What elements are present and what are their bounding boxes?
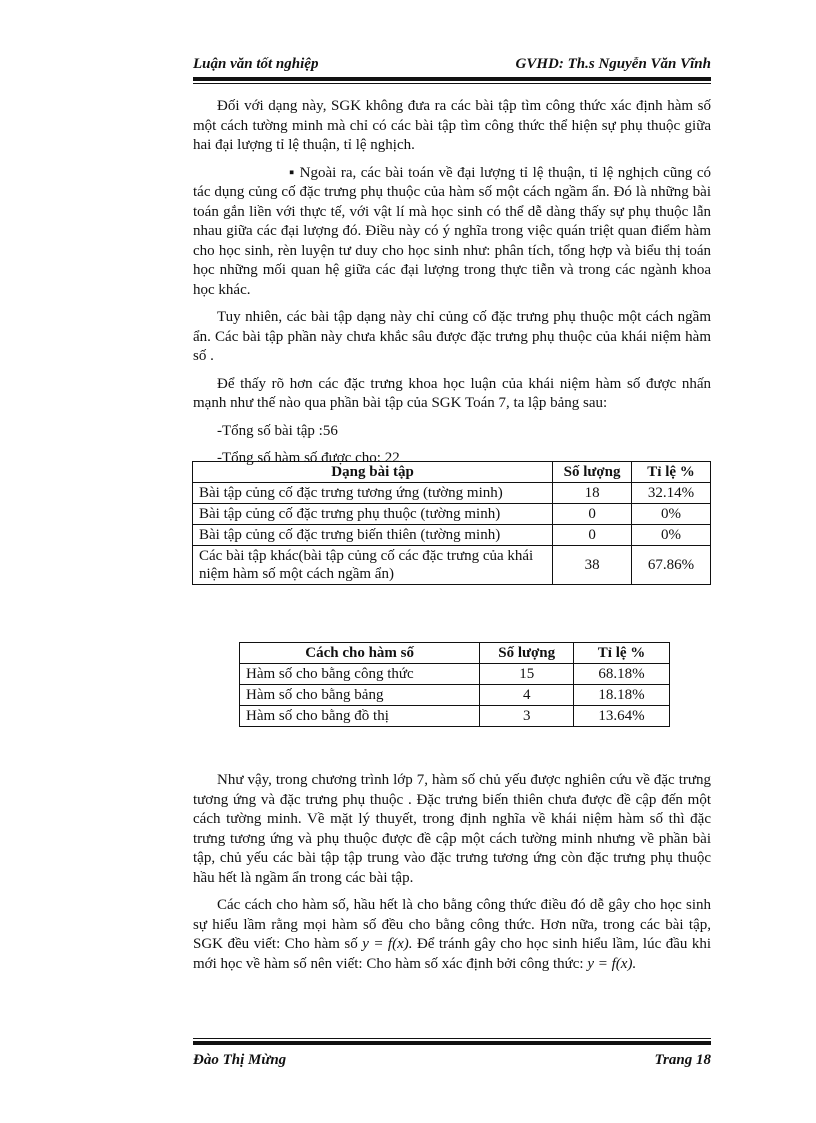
table-cell: 18.18% xyxy=(574,685,670,706)
bullet-icon: ▪ xyxy=(289,164,296,181)
table-cell: 0% xyxy=(632,525,711,546)
table-cell: 0% xyxy=(632,504,711,525)
table-cell: Bài tập củng cố đặc trưng tương ứng (tường minh) xyxy=(193,483,553,504)
page-body xyxy=(193,97,711,469)
page-number: Trang 18 xyxy=(654,1052,711,1068)
paragraph-text: Các cách cho hàm số, hầu hết là cho bằng công thức điều đó dễ gây cho học sinh sự hiểu lầm rằng mọi hàm số đều cho bằng công thức. Hơn nữa, trong các bài tập, SGK đều viết: Cho hàm số xyxy=(193,897,711,952)
table-row xyxy=(240,664,670,685)
table-cell: 68.18% xyxy=(574,664,670,685)
total-functions: -Tổng số hàm số được cho: 22 xyxy=(217,450,400,466)
function-method-table xyxy=(239,642,670,727)
table-header-row xyxy=(193,462,711,483)
table-cell: Hàm số cho bằng đồ thị xyxy=(240,706,480,727)
paragraph: Tuy nhiên, các bài tập dạng này chỉ củng cố đặc trưng phụ thuộc một cách ngầm ẩn. Các bài tập phần này chưa khắc sâu được đặc trưng phụ thuộc của khái niệm hàm số . xyxy=(193,309,711,364)
table-row xyxy=(193,546,711,585)
table-header-cell: Cách cho hàm số xyxy=(240,643,480,664)
table-cell: Hàm số cho bằng bảng xyxy=(240,685,480,706)
table-row xyxy=(193,483,711,504)
formula: y = f(x). xyxy=(362,936,413,952)
table-cell: Bài tập củng cố đặc trưng phụ thuộc (tường minh) xyxy=(193,504,553,525)
table-row xyxy=(193,525,711,546)
table-cell: 15 xyxy=(480,664,574,685)
paragraph-bullet xyxy=(193,164,711,301)
table-header-cell: Dạng bài tập xyxy=(193,462,553,483)
paragraph-text: Ngoài ra, các bài toán về đại lượng tỉ lệ thuận, tỉ lệ nghịch cũng có tác dụng củng cố đặc trưng phụ thuộc của hàm số một cách ngầm ẩn. Đó là những bài toán gắn liền với thực tế, với vật lí mà học sinh có thể dễ dàng thấy sự phụ thuộc lẫn nhau giữa các đại lượng đó. Điều này có ý nghĩa trong việc quán triệt quan điểm hàm cho học sinh, rèn luyện tư duy cho học sinh như: phân tích, tổng hợp và biểu thị toán học những mối quan hệ giữa các đại lượng trong thực tiễn và trong các ngành khoa học khác. xyxy=(193,164,712,298)
paragraph-text: Để tránh gây cho học sinh hiểu lầm, lúc đầu khi mới học về hàm số nên viết: Cho hàm số xác định bởi công thức: xyxy=(193,936,711,972)
header-advisor: GVHD: Th.s Nguyễn Văn Vĩnh xyxy=(515,56,711,72)
table-cell: 3 xyxy=(480,706,574,727)
table-header-row xyxy=(240,643,670,664)
total-exercises: -Tổng số bài tập :56 xyxy=(217,422,338,439)
table-cell: 67.86% xyxy=(632,546,711,585)
table-header-cell: Tỉ lệ % xyxy=(574,643,670,664)
table-cell: 32.14% xyxy=(632,483,711,504)
exercise-type-table xyxy=(192,461,711,585)
table-header-cell: Số lượng xyxy=(480,643,574,664)
header-rule xyxy=(193,77,711,85)
paragraph xyxy=(193,896,711,974)
table-row xyxy=(193,504,711,525)
paragraph: Đối với dạng này, SGK không đưa ra các bài tập tìm công thức xác định hàm số một cách tường minh mà chỉ có các bài tập tìm công thức thể hiện sự phụ thuộc giữa hai đại lượng tỉ lệ thuận, tỉ lệ nghịch. xyxy=(193,98,711,153)
table-cell: Các bài tập khác(bài tập củng cố các đặc trưng của khái niệm hàm số một cách ngầm ẩn) xyxy=(193,546,553,585)
header-title: Luận văn tốt nghiệp xyxy=(193,56,319,72)
table-cell: 38 xyxy=(553,546,632,585)
table-cell: 13.64% xyxy=(574,706,670,727)
table-cell: Bài tập củng cố đặc trưng biến thiên (tường minh) xyxy=(193,525,553,546)
table-cell: 4 xyxy=(480,685,574,706)
table-cell: 0 xyxy=(553,525,632,546)
table-header-cell: Số lượng xyxy=(553,462,632,483)
table-header-cell: Tỉ lệ % xyxy=(632,462,711,483)
formula: y = f(x). xyxy=(587,955,637,972)
table-cell: Hàm số cho bằng công thức xyxy=(240,664,480,685)
page-body-lower xyxy=(193,771,711,974)
footer-rule xyxy=(193,1038,711,1046)
table-cell: 18 xyxy=(553,483,632,504)
paragraph: Để thấy rõ hơn các đặc trưng khoa học luận của khái niệm hàm số được nhấn mạnh như thế nào qua phần bài tập của SGK Toán 7, ta lập bảng sau: xyxy=(193,375,711,411)
paragraph: Như vậy, trong chương trình lớp 7, hàm số chủ yếu được nghiên cứu về đặc trưng tương ứng và đặc trưng phụ thuộc . Đặc trưng biến thiên chưa được đề cập đến một cách tường minh. Về mặt lý thuyết, trong định nghĩa về khái niệm hàm số thì đặc trưng tương ứng và phụ thuộc được đề cập một cách tường minh nhưng về phần bài tập, chủ yếu các bài tập tập trung vào đặc trưng tương ứng còn đặc trưng phụ thuộc hầu hết là ngầm ẩn trong các bài tập. xyxy=(193,772,711,886)
table-cell: 0 xyxy=(553,504,632,525)
table-row xyxy=(240,685,670,706)
table-row xyxy=(240,706,670,727)
footer-author: Đào Thị Mừng xyxy=(193,1052,287,1068)
